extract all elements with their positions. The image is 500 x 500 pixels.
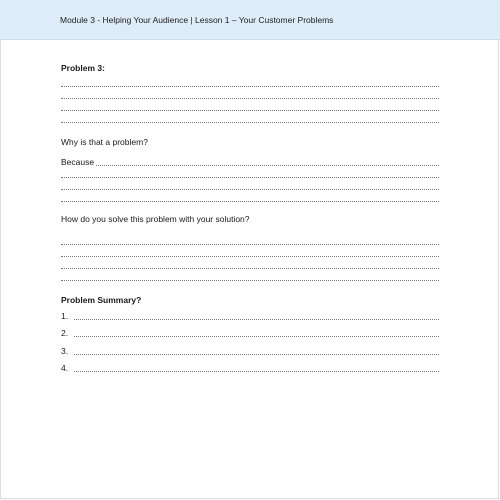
answer-line[interactable] xyxy=(61,110,439,111)
answer-line[interactable] xyxy=(96,165,439,166)
answer-line[interactable] xyxy=(61,86,439,87)
summary-line[interactable] xyxy=(74,319,439,320)
summary-line[interactable] xyxy=(74,336,439,337)
answer-line[interactable] xyxy=(61,98,439,99)
summary-number: 4. xyxy=(61,363,69,373)
summary-line[interactable] xyxy=(74,354,439,355)
summary-heading: Problem Summary? xyxy=(61,295,142,305)
answer-line[interactable] xyxy=(61,189,439,190)
problem-heading: Problem 3: xyxy=(61,63,105,73)
answer-line[interactable] xyxy=(61,201,439,202)
answer-line[interactable] xyxy=(61,256,439,257)
answer-line[interactable] xyxy=(61,244,439,245)
answer-line[interactable] xyxy=(61,268,439,269)
summary-line[interactable] xyxy=(74,371,439,372)
header-title: Module 3 - Helping Your Audience | Lesson 1 – Your Customer Problems xyxy=(60,15,334,25)
answer-line[interactable] xyxy=(61,122,439,123)
because-label: Because xyxy=(61,157,95,167)
summary-number: 2. xyxy=(61,328,69,338)
summary-number: 3. xyxy=(61,346,69,356)
summary-number: 1. xyxy=(61,311,69,321)
answer-line[interactable] xyxy=(61,177,439,178)
why-question: Why is that a problem? xyxy=(61,137,148,147)
answer-line[interactable] xyxy=(61,280,439,281)
solve-question: How do you solve this problem with your solution? xyxy=(61,214,250,224)
